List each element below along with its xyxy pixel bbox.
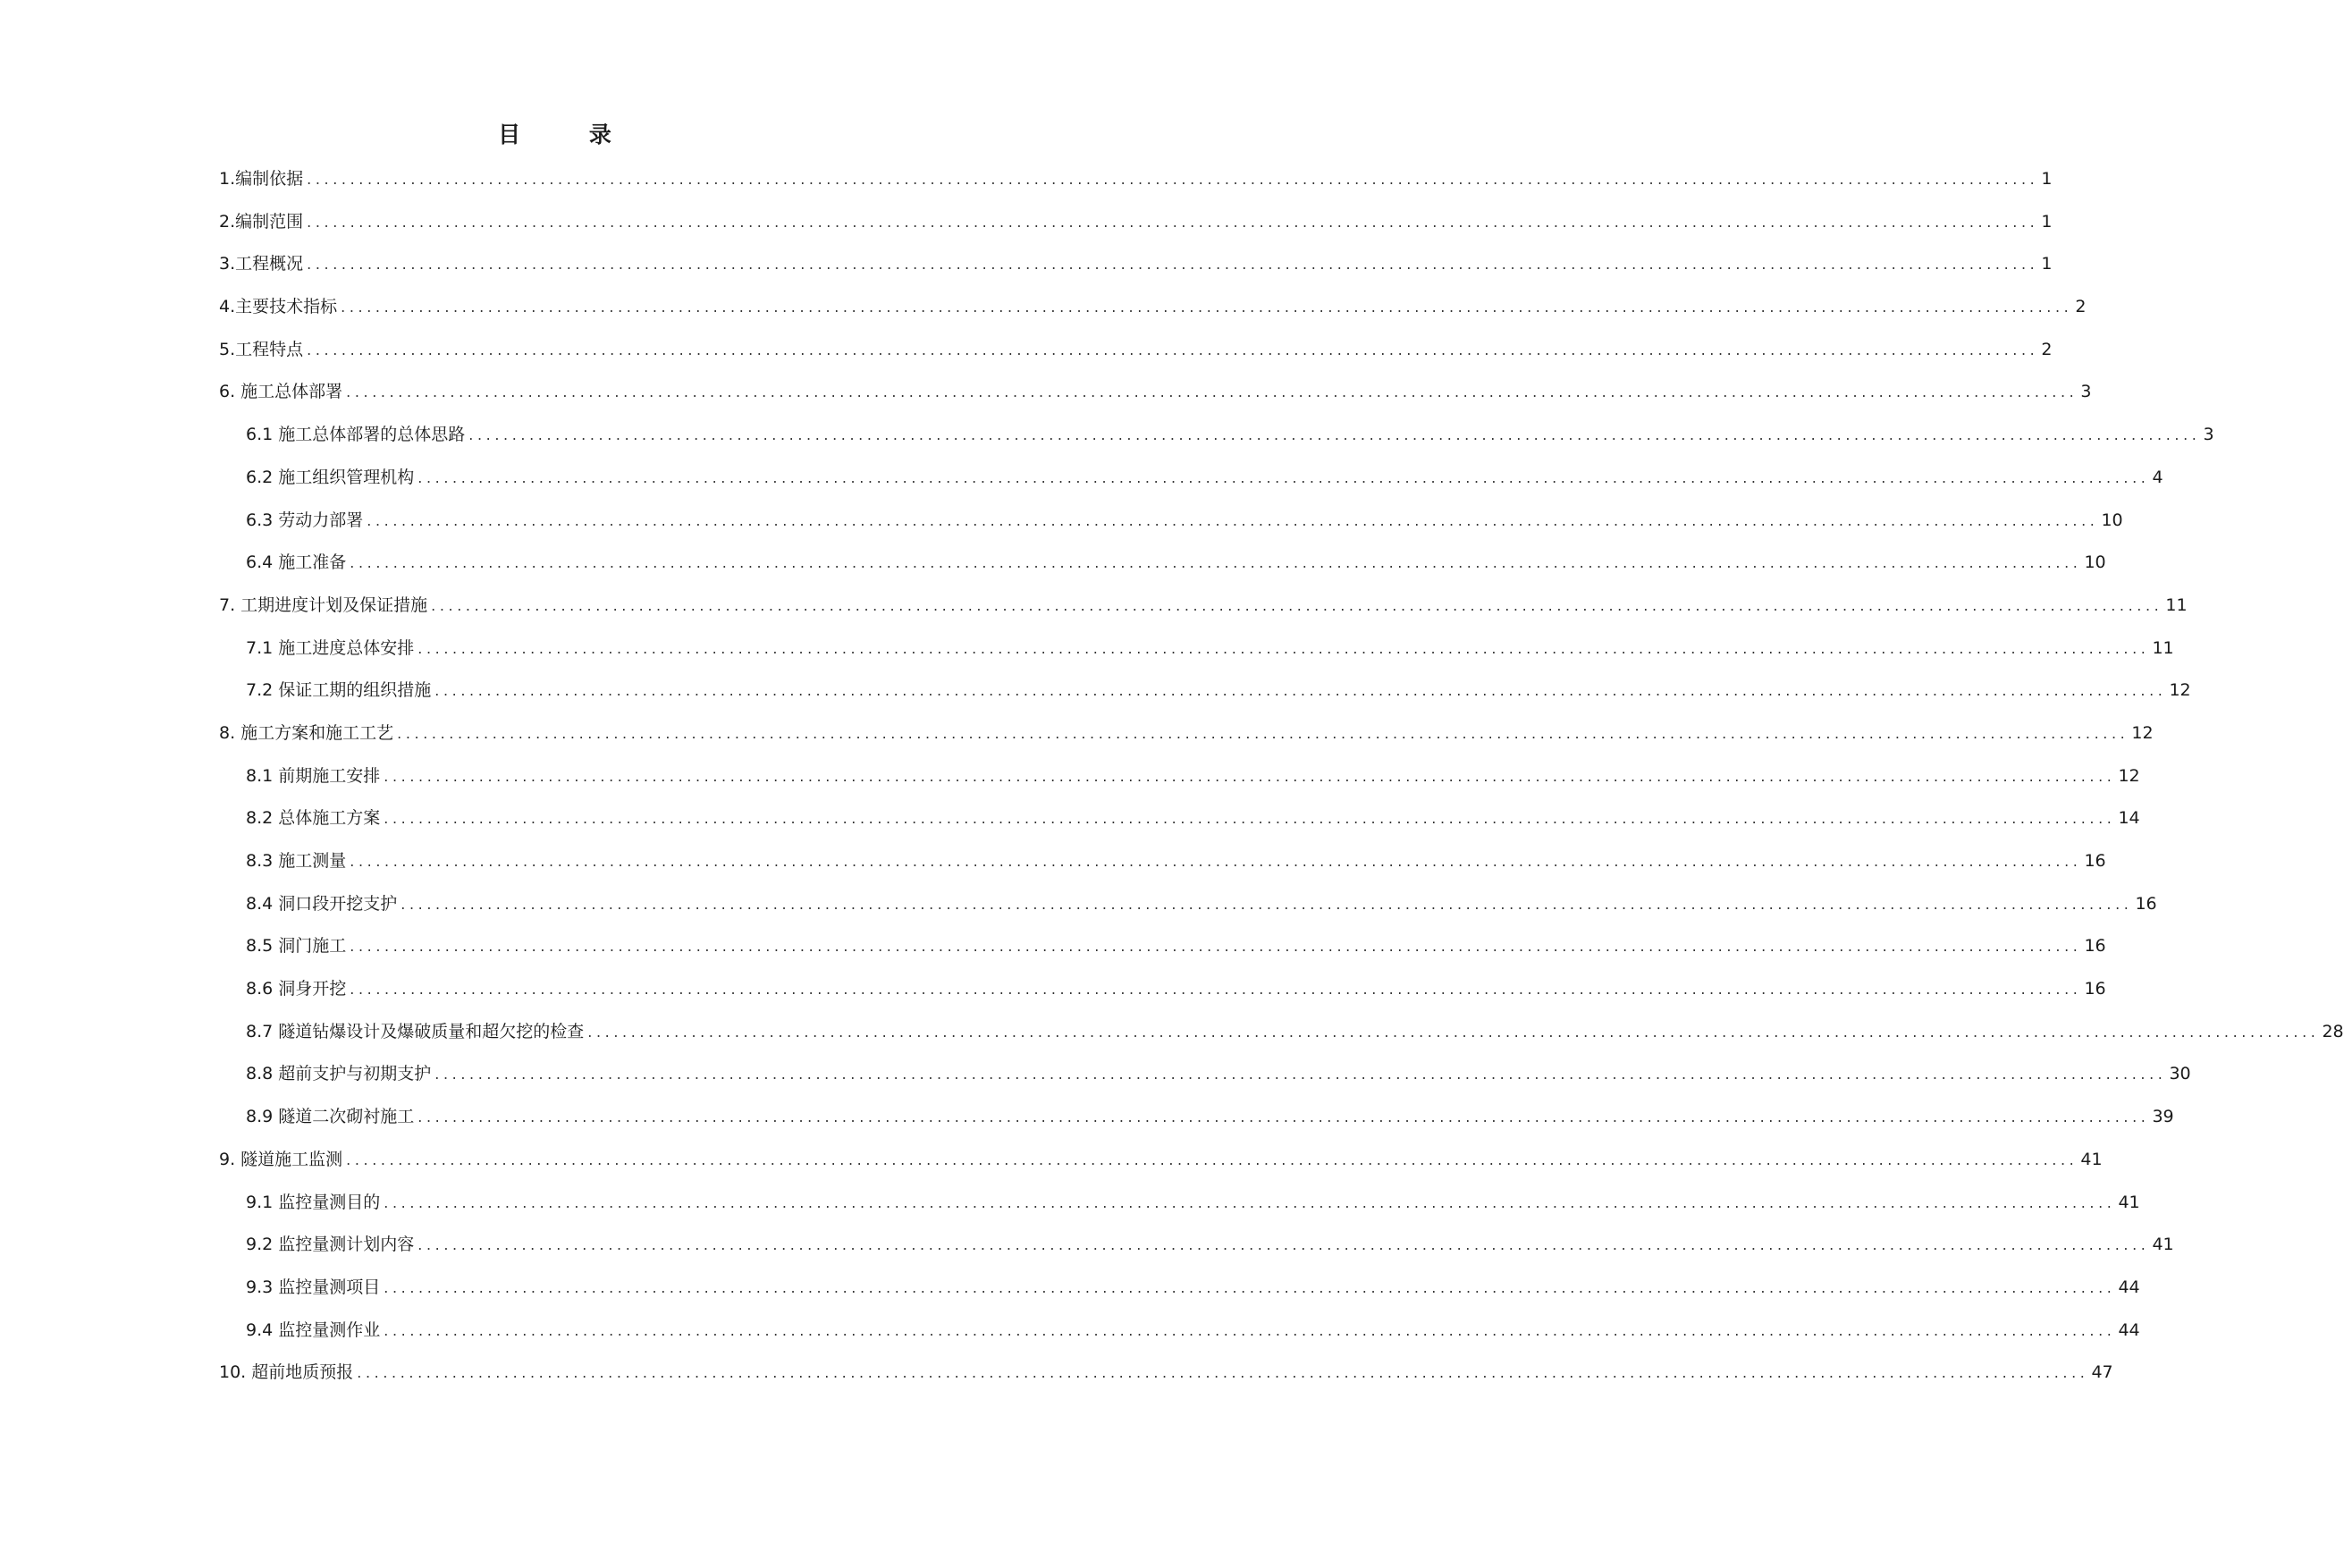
toc-entry[interactable] [219,206,2053,249]
toc-entry-label: 6.4 施工准备 [246,552,347,573]
toc-entry-page-number: 30 [2169,1064,2191,1084]
toc-dot-leader: ........................................................................................................................................................................................................ [431,596,2163,614]
toc-entry-label: 8.1 前期施工安排 [246,765,381,786]
toc-dot-leader: ........................................................................................................................................................................................................ [307,256,2039,274]
toc-entry-label: 2.编制范围 [219,211,304,232]
toc-entry-page-number: 41 [2152,1235,2174,1255]
toc-entry-label: 8.8 超前支护与初期支护 [246,1064,432,1084]
toc-entry-page-number: 11 [2165,594,2188,615]
toc-entry[interactable] [219,717,2154,760]
toc-entry-label: 8.9 隧道二次砌衬施工 [246,1107,415,1127]
toc-dot-leader: ........................................................................................................................................................................................................ [350,981,2082,999]
toc-dot-leader: ........................................................................................................................................................................................................ [357,1364,2089,1382]
toc-dot-leader: ........................................................................................................................................................................................................ [307,213,2039,231]
toc-dot-leader: ........................................................................................................................................................................................................ [417,1109,2150,1126]
toc-entry-page-number: 41 [2118,1192,2140,1212]
toc-entry[interactable] [219,1016,2344,1058]
toc-entry-page-number: 3 [2080,382,2092,402]
toc-dot-leader: ........................................................................................................................................................................................................ [434,1066,2167,1083]
toc-entry-label: 8.6 洞身开挖 [246,979,347,999]
toc-dot-leader: ........................................................................................................................................................................................................ [346,1151,2078,1168]
toc-entry-label: 9.3 监控量测项目 [246,1277,381,1297]
toc-entry-page-number: 3 [2203,425,2214,445]
toc-dot-leader: ........................................................................................................................................................................................................ [307,341,2039,358]
toc-entry-page-number: 1 [2041,211,2053,232]
toc-dot-leader: ........................................................................................................................................................................................................ [468,426,2201,444]
toc-entry[interactable] [219,333,2053,376]
toc-entry-page-number: 16 [2084,851,2106,871]
toc-entry-page-number: 11 [2152,637,2174,658]
toc-entry-label: 7.1 施工进度总体安排 [246,637,415,658]
toc-dot-leader: ........................................................................................................................................................................................................ [417,639,2150,657]
toc-entry-label: 8.4 洞口段开挖支护 [246,893,398,914]
toc-dot-leader: ........................................................................................................................................................................................................ [350,554,2082,572]
toc-entry-label: 4.主要技术指标 [219,297,338,317]
toc-entry-label: 6.3 劳动力部署 [246,510,364,530]
toc-entry-page-number: 47 [2091,1362,2113,1383]
toc-entry-page-number: 14 [2118,808,2140,829]
toc-entry-page-number: 10 [2084,552,2106,573]
toc-entry[interactable] [219,1100,2174,1143]
toc-entry-page-number: 44 [2118,1319,2140,1340]
toc-dot-leader: ........................................................................................................................................................................................................ [384,1193,2116,1211]
toc-entry-label: 9.1 监控量测目的 [246,1192,381,1212]
toc-dot-leader: ........................................................................................................................................................................................................ [434,682,2167,700]
toc-entry[interactable] [219,589,2188,632]
toc-entry-label: 1.编制依据 [219,169,304,189]
toc-entry[interactable] [219,546,2106,589]
toc-dot-leader: ........................................................................................................................................................................................................ [367,511,2099,529]
toc-entry-page-number: 2 [2041,339,2053,359]
toc-entry-page-number: 44 [2118,1277,2140,1297]
toc-dot-leader: ........................................................................................................................................................................................................ [417,1236,2150,1254]
toc-entry-label: 6.1 施工总体部署的总体思路 [246,425,466,445]
toc-entry-page-number: 16 [2084,936,2106,957]
toc-entry-label: 8.2 总体施工方案 [246,808,381,829]
toc-entry[interactable] [219,504,2123,547]
toc-entry[interactable] [219,1186,2140,1229]
toc-entry-page-number: 1 [2041,169,2053,189]
toc-entry-page-number: 10 [2101,510,2123,530]
toc-dot-leader: ........................................................................................................................................................................................................ [384,767,2116,785]
toc-entry[interactable] [219,674,2191,717]
toc-entry-page-number: 2 [2075,297,2087,317]
toc-entry[interactable] [219,1356,2113,1399]
toc-entry[interactable] [219,1314,2140,1357]
toc-entry-page-number: 12 [2118,765,2140,786]
toc-dot-leader: ........................................................................................................................................................................................................ [397,724,2129,742]
toc-entry-page-number: 1 [2041,254,2053,274]
toc-entry[interactable] [219,1058,2191,1100]
toc-entry-label: 7.2 保证工期的组织措施 [246,680,432,701]
toc-entry-page-number: 12 [2169,680,2191,701]
toc-entry[interactable] [219,760,2140,803]
toc-entry-page-number: 16 [2084,979,2106,999]
toc-dot-leader: ........................................................................................................................................................................................................ [384,1321,2116,1339]
toc-entry[interactable] [219,1271,2140,1314]
toc-entry[interactable] [219,461,2163,504]
toc-entry-label: 9. 隧道施工监测 [219,1149,343,1169]
toc-entry-label: 7. 工期进度计划及保证措施 [219,594,428,615]
toc-dot-leader: ........................................................................................................................................................................................................ [307,171,2039,188]
toc-entry-label: 9.2 监控量测计划内容 [246,1235,415,1255]
table-of-contents [219,163,2344,1399]
toc-dot-leader: ........................................................................................................................................................................................................ [587,1023,2320,1041]
toc-entry[interactable] [219,163,2053,206]
toc-entry-label: 8.7 隧道钻爆设计及爆破质量和超欠挖的检查 [246,1021,585,1041]
toc-entry[interactable] [219,632,2174,675]
toc-entry-label: 10. 超前地质预报 [219,1362,354,1383]
toc-entry[interactable] [219,888,2157,931]
toc-entry-label: 6. 施工总体部署 [219,382,343,402]
toc-dot-leader: ........................................................................................................................................................................................................ [417,468,2150,486]
toc-entry[interactable] [219,375,2092,418]
toc-entry-label: 9.4 监控量测作业 [246,1319,381,1340]
toc-entry-label: 5.工程特点 [219,339,304,359]
toc-dot-leader: ........................................................................................................................................................................................................ [346,384,2078,401]
toc-dot-leader: ........................................................................................................................................................................................................ [401,895,2133,913]
toc-entry[interactable] [219,1143,2103,1186]
toc-entry[interactable] [219,930,2106,973]
toc-entry-label: 8.3 施工测量 [246,851,347,871]
toc-entry-page-number: 28 [2322,1021,2344,1041]
toc-entry-label: 8. 施工方案和施工工艺 [219,722,394,743]
page-title: 目 录 [498,122,642,148]
toc-entry[interactable] [219,291,2087,333]
toc-entry-label: 6.2 施工组织管理机构 [246,467,415,487]
toc-entry-page-number: 16 [2135,893,2157,914]
toc-entry[interactable] [219,418,2214,461]
toc-entry-page-number: 12 [2131,722,2154,743]
toc-entry[interactable] [219,973,2106,1016]
toc-dot-leader: ........................................................................................................................................................................................................ [341,299,2073,316]
toc-dot-leader: ........................................................................................................................................................................................................ [350,938,2082,956]
toc-dot-leader: ........................................................................................................................................................................................................ [384,1278,2116,1296]
toc-entry-label: 3.工程概况 [219,254,304,274]
toc-entry-page-number: 4 [2152,467,2163,487]
toc-entry[interactable] [219,845,2106,888]
toc-entry[interactable] [219,802,2140,845]
toc-dot-leader: ........................................................................................................................................................................................................ [384,810,2116,828]
toc-entry-page-number: 41 [2080,1149,2103,1169]
toc-entry[interactable] [219,1228,2174,1271]
toc-entry-label: 8.5 洞门施工 [246,936,347,957]
toc-entry-page-number: 39 [2152,1107,2174,1127]
toc-dot-leader: ........................................................................................................................................................................................................ [350,853,2082,870]
toc-entry[interactable] [219,248,2053,291]
